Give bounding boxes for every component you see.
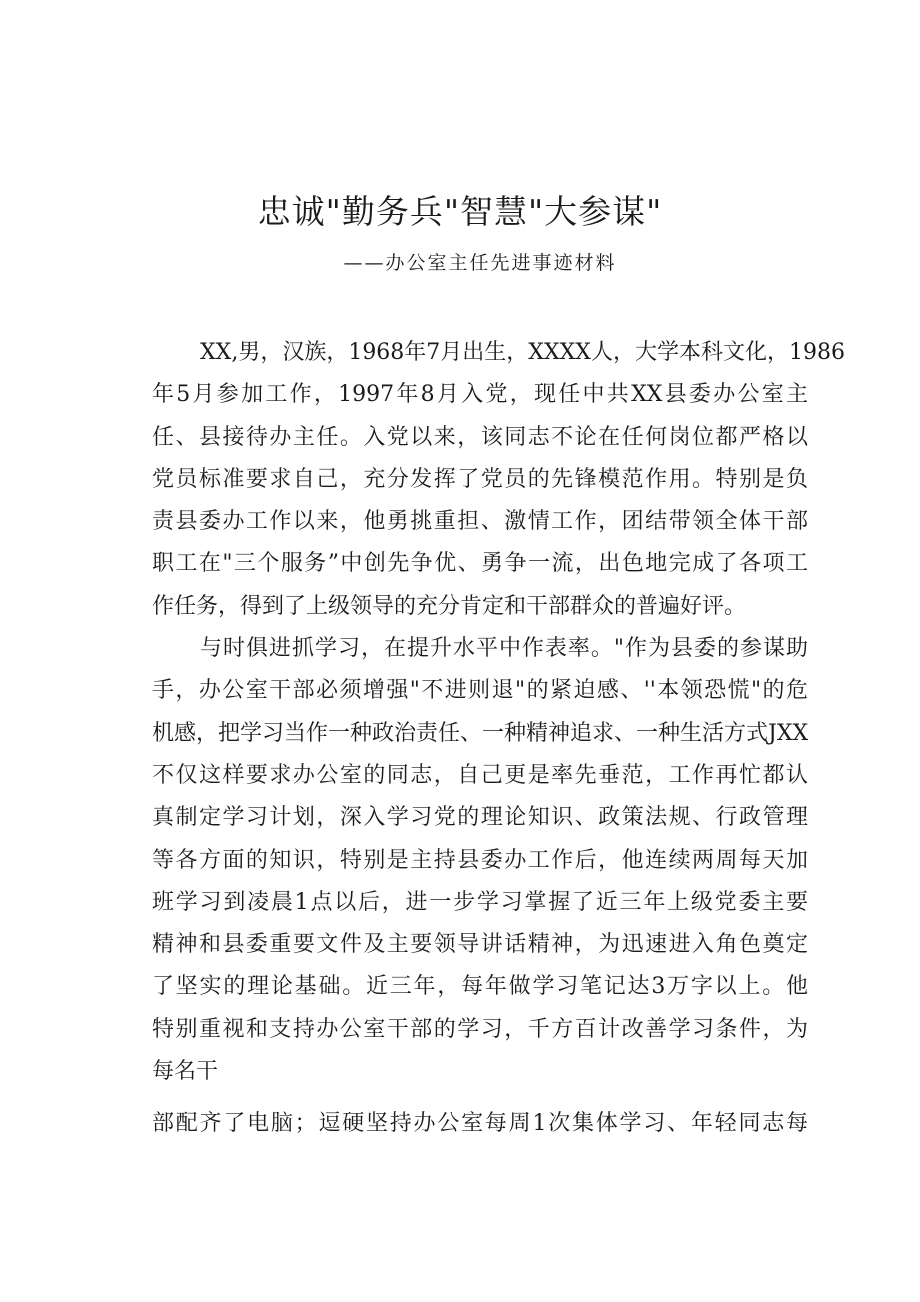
text-line: 作任务，得到了上级领导的充分肯定和干部群众的普遍好评。 bbox=[152, 593, 747, 619]
paragraph-gap bbox=[152, 1093, 808, 1103]
document-subtitle: ——办公室主任先进事迹材料 bbox=[343, 252, 617, 274]
text-line: 真制定学习计划，深入学习党的理论知识、政策法规、行政管理 bbox=[152, 805, 808, 831]
paragraph-1 bbox=[152, 332, 845, 628]
text-line: 责县委办工作以来，他勇挑重担、激情工作，团结带领全体干部 bbox=[152, 509, 808, 535]
text-line: XX,男，汉族，1968年7月出生，XXXX人，大学本科文化，1986 bbox=[200, 340, 845, 365]
text-line: 每名干 bbox=[152, 1059, 219, 1085]
text-line: 手，办公室干部必须增强"不进则退"的紧迫感、''本领恐慌"的危 bbox=[152, 678, 808, 704]
text-line: 任、县接待办主任。入党以来，该同志不论在任何岗位都严格以 bbox=[152, 424, 808, 450]
text-line: 不仅这样要求办公室的同志，自己更是率先垂范，工作再忙都认 bbox=[152, 762, 808, 788]
text-line: 机感，把学习当作一种政治责任、一种精神追求、一种生活方式JXX bbox=[152, 720, 809, 746]
text-line: 部配齐了电脑；逗硬坚持办公室每周1次集体学习、年轻同志每 bbox=[152, 1111, 808, 1137]
document-body bbox=[152, 332, 845, 1146]
paragraph-3 bbox=[152, 1103, 808, 1145]
text-line: 党员标准要求自己，充分发挥了党员的先锋模范作用。特别是负 bbox=[152, 466, 808, 492]
text-line: 班学习到凌晨1点以后，进一步学习掌握了近三年上级党委主要 bbox=[152, 889, 808, 915]
text-line: 精神和县委重要文件及主要领导讲话精神，为迅速进入角色奠定 bbox=[152, 932, 808, 958]
text-line: 职工在"三个服务”中创先争优、勇争一流，出色地完成了各项工 bbox=[152, 551, 808, 577]
text-line: 与时俱进抓学习，在提升水平中作表率。"作为县委的参谋助 bbox=[200, 636, 808, 662]
paragraph-2 bbox=[152, 628, 808, 1093]
text-line: 年5月参加工作，1997年8月入党，现任中共XX县委办公室主 bbox=[152, 382, 808, 408]
text-line: 了坚实的理论基础。近三年，每年做学习笔记达3万字以上。他 bbox=[152, 974, 808, 1000]
text-line: 特别重视和支持办公室干部的学习，千方百计改善学习条件，为 bbox=[152, 1016, 808, 1042]
document-title: 忠诚"勤务兵"智慧"大参谋" bbox=[257, 192, 663, 231]
text-line: 等各方面的知识，特别是主持县委办工作后，他连续两周每天加 bbox=[152, 847, 808, 873]
